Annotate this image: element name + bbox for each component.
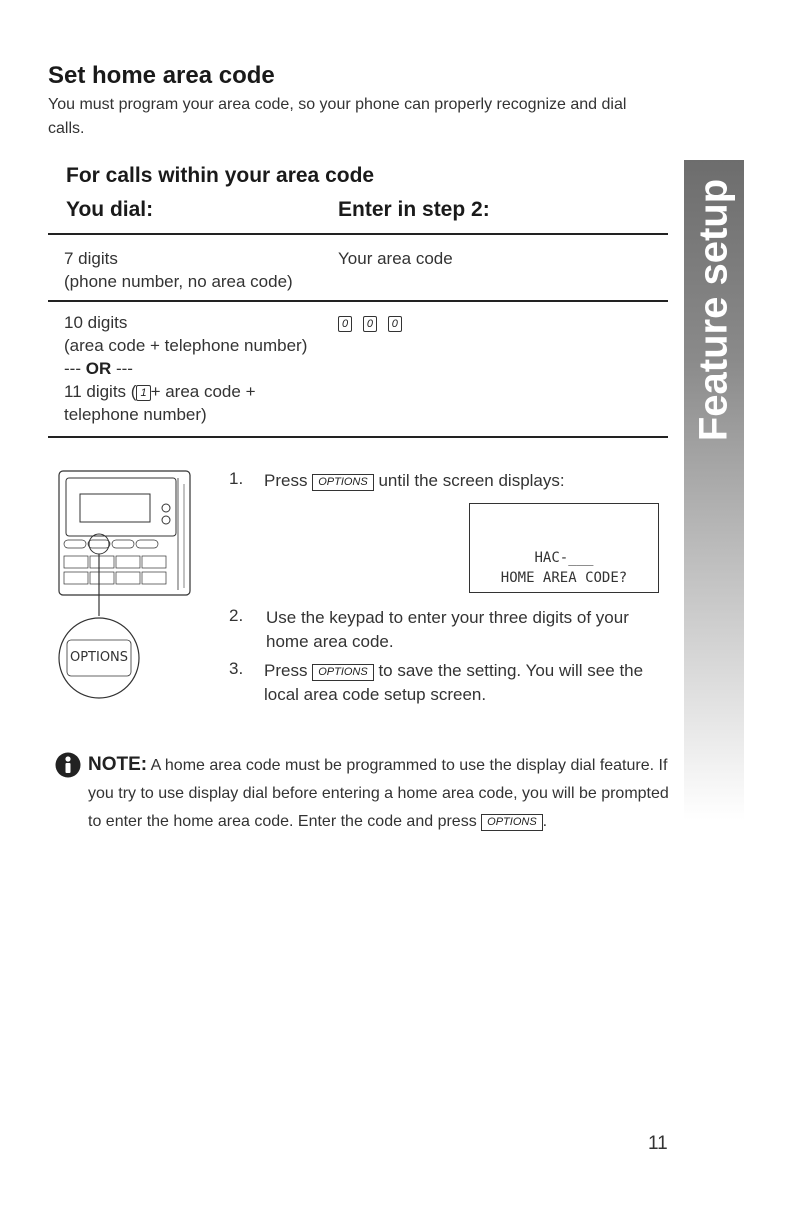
table-rule-mid <box>48 300 668 302</box>
lcd-line-1: HAC-___ <box>534 550 594 566</box>
or-word: OR <box>85 359 112 378</box>
page-number: 11 <box>648 1133 668 1154</box>
col-header-you-dial: You dial: <box>66 198 154 221</box>
row1-value: Your area code <box>338 249 453 268</box>
row2-line3: 11 digits ( 1 + area code + <box>64 382 256 401</box>
row2-or: --- OR --- <box>64 359 133 378</box>
col-header-enter-step: Enter in step 2: <box>338 198 490 221</box>
row2-line4: telephone number) <box>64 405 207 424</box>
options-key: OPTIONS <box>481 814 543 831</box>
note-label: NOTE: <box>88 754 148 775</box>
row2-dial <box>64 311 307 426</box>
table-rule-bottom <box>48 436 668 438</box>
key-1: 1 <box>136 385 150 401</box>
phone-illustration <box>58 470 193 702</box>
row2-line2: (area code + telephone number) <box>64 336 308 355</box>
sidebar-label: Feature setup <box>691 178 736 442</box>
step-1-number: 1. <box>229 469 244 488</box>
key-0: 0 <box>363 316 377 332</box>
step-3-number: 3. <box>229 659 244 678</box>
options-button-callout: OPTIONS <box>69 650 129 665</box>
row1-line2: (phone number, no area code) <box>64 272 293 291</box>
lcd-screen <box>469 503 659 593</box>
step-3-text: Press OPTIONS to save the setting. You will see the local area code setup screen. <box>264 661 644 704</box>
options-key: OPTIONS <box>312 474 374 491</box>
table-rule-top <box>48 233 668 235</box>
row2-value <box>338 311 408 334</box>
key-0: 0 <box>388 316 402 332</box>
lcd-line-2: HOME AREA CODE? <box>500 570 628 586</box>
row1-dial <box>64 247 293 293</box>
page-title: Set home area code <box>48 62 275 89</box>
options-key: OPTIONS <box>312 664 374 681</box>
step-1-text: Press OPTIONS until the screen displays: <box>264 471 565 490</box>
key-0: 0 <box>338 316 352 332</box>
intro-text: You must program your area code, so your phone can properly recognize and dial calls. <box>48 96 627 137</box>
step-2-text: Use the keypad to enter your three digits of your home area code. <box>266 608 629 651</box>
row2-line1: 10 digits <box>64 313 128 332</box>
step-2-number: 2. <box>229 606 244 625</box>
note-block: NOTE: A home area code must be programmed to use the display dial feature. If you try to use display dial before entering a home area code, you will be prompted to enter the home area code. Enter the code and press OPTIONS . <box>88 754 669 830</box>
sidebar-tab <box>684 160 744 820</box>
table-heading: For calls within your area code <box>66 164 375 187</box>
row1-line1: 7 digits <box>64 249 118 268</box>
note-text: A home area code must be programmed to use the display dial feature. If you try to use display dial before entering a home area code, you will be prompted to enter the home area code. Enter the code and press <box>88 757 669 830</box>
info-icon <box>55 752 81 778</box>
